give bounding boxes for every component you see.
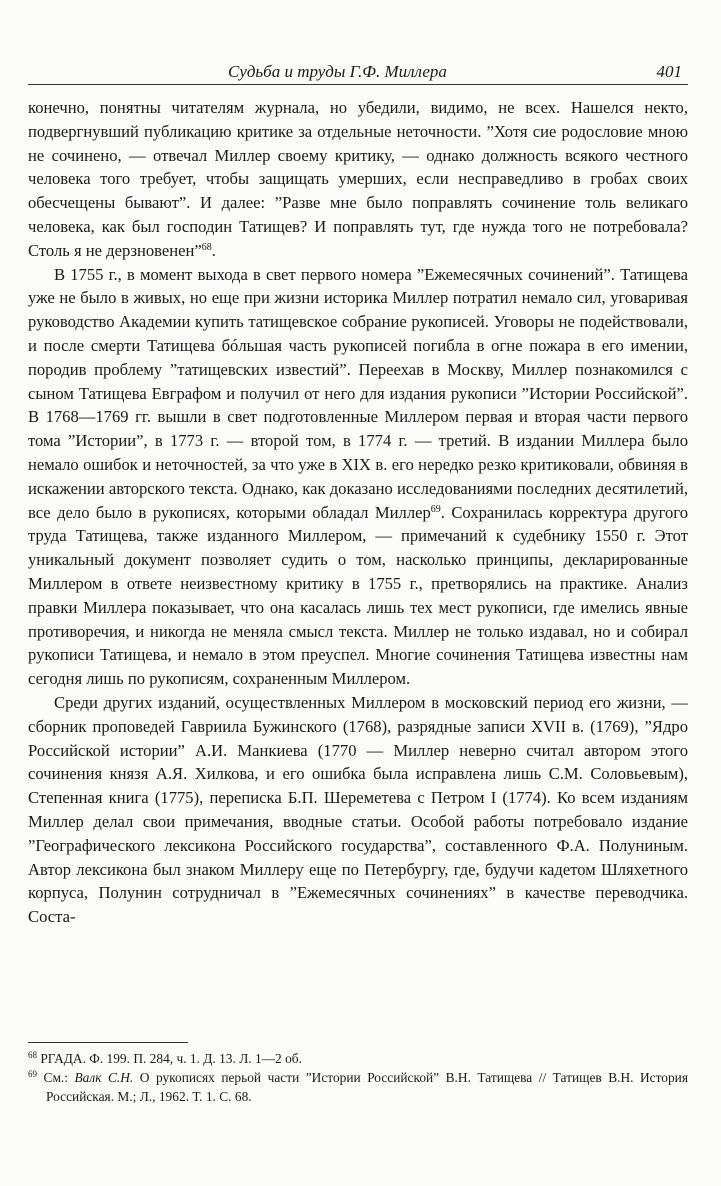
paragraph-text: конечно, понятны читателям журнала, но убедили, видимо, не всех. Нашелся некто, подвергнувший публикацию критике за отдельные неточности. ”Хотя сие родословие мною не сочинено, — отвечал Миллер своему критику, — однако должность всякого честного человека того требует, чтобы защищать умерших, если несправедливо в гробах своих обесчещены бывают”. И далее: ”Разве мне было поправлять сочинение толь великаго человека, как был господин Татищев? И поправлять тут, где нужда того не потребовала? Столь я не дерзновенен” <box>28 98 688 260</box>
footnote-number: 68 <box>28 1050 37 1060</box>
footnote-text: О рукописях перьой части ”Истории Российской” В.Н. Татищева // Татищев В.Н. История Российская. М.; Л., 1962. Т. 1. С. 68. <box>46 1070 689 1104</box>
footnote-69 <box>28 1068 688 1106</box>
paragraph-text-tail: . <box>211 240 216 260</box>
footnote-number: 69 <box>28 1069 37 1079</box>
paragraph-text-tail: . Сохранилась корректура другого труда Татищева, также изданного Миллером, — примечаний к судебнику 1550 г. Этот уникальный документ позволяет судить о том, насколько принципы, декларированные Миллером в ответе неизвестному критику в 1755 г., претворялись на практике. Анализ правки Миллера показывает, что она касалась лишь тех мест рукописи, где имелись явные противоречия, и никогда не меняла смысл текста. Миллер не только издавал, но и собирал рукописи Татищева, и немало в этом преуспел. Многие сочинения Татищева известны нам сегодня лишь по рукописям, сохраненным Миллером. <box>28 502 688 689</box>
paragraph <box>28 96 688 263</box>
footnote-divider <box>28 1042 188 1043</box>
running-title: Судьба и труды Г.Ф. Миллера <box>228 62 447 81</box>
main-text <box>28 96 688 929</box>
paragraph-text: Среди других изданий, осуществленных Миллером в московский период его жизни, — сборник проповедей Гавриила Бужинского (1768), разрядные записи XVII в. (1769), ”Ядро Российской истории” А.И. Манкиева (1770 — Миллер неверно считал автором этого сочинения князя А.Я. Хилкова, и его ошибка была исправлена лишь С.М. Соловьевым), Степенная книга (1775), переписка Б.П. Шереметева с Петром I (1774). Ко всем изданиям Миллер делал свои примечания, вводные статьи. Особой работы потребовало издание ”Географического лексикона Российского государства”, составленного Ф.А. Полуниным. Автор лексикона был знаком Миллеру еще по Петербургу, где, будучи кадетом Шляхетного корпуса, Полунин сотрудничал в ”Ежемесячных сочинениях” в качестве переводчика. Соста- <box>28 692 688 927</box>
footnote-text: РГАДА. Ф. 199. П. 284, ч. 1. Д. 13. Л. 1—2 об. <box>40 1051 302 1066</box>
paragraph <box>28 691 688 929</box>
footnote-prefix: См.: <box>43 1070 75 1085</box>
footnote-68 <box>28 1049 688 1068</box>
footnotes <box>28 1049 688 1106</box>
footnote-ref-68: 68 <box>201 241 212 253</box>
running-header <box>28 58 688 85</box>
footnote-author: Валк С.Н. <box>74 1070 134 1085</box>
paragraph-text: В 1755 г., в момент выхода в свет первого номера ”Ежемесячных сочинений”. Татищева уже не было в живых, но еще при жизни историка Миллер потратил немало сил, уговаривая руководство Академии купить татищевское собрание рукописей. Уговоры не подействовали, и после смерти Татищева бóльшая часть рукописей погибла в огне пожара в его имении, породив проблему ”татищевских известий”. Переехав в Москву, Миллер познакомился с сыном Татищева Евграфом и получил от него для издания рукописи ”Истории Российской”. В 1768—1769 гг. вышли в свет подготовленные Миллером первая и вторая части первого тома ”Истории”, в 1773 г. — второй том, в 1774 г. — третий. В издании Миллера было немало ошибок и неточностей, за что уже в XIX в. его нередко резко критиковали, обвиняя в искажении авторского текста. Однако, как доказано исследованиями последних десятилетий, все дело было в рукописях, которыми обладал Миллер <box>28 264 688 522</box>
paragraph <box>28 263 688 691</box>
page-number: 401 <box>656 62 682 81</box>
footnote-ref-69: 69 <box>430 503 441 515</box>
